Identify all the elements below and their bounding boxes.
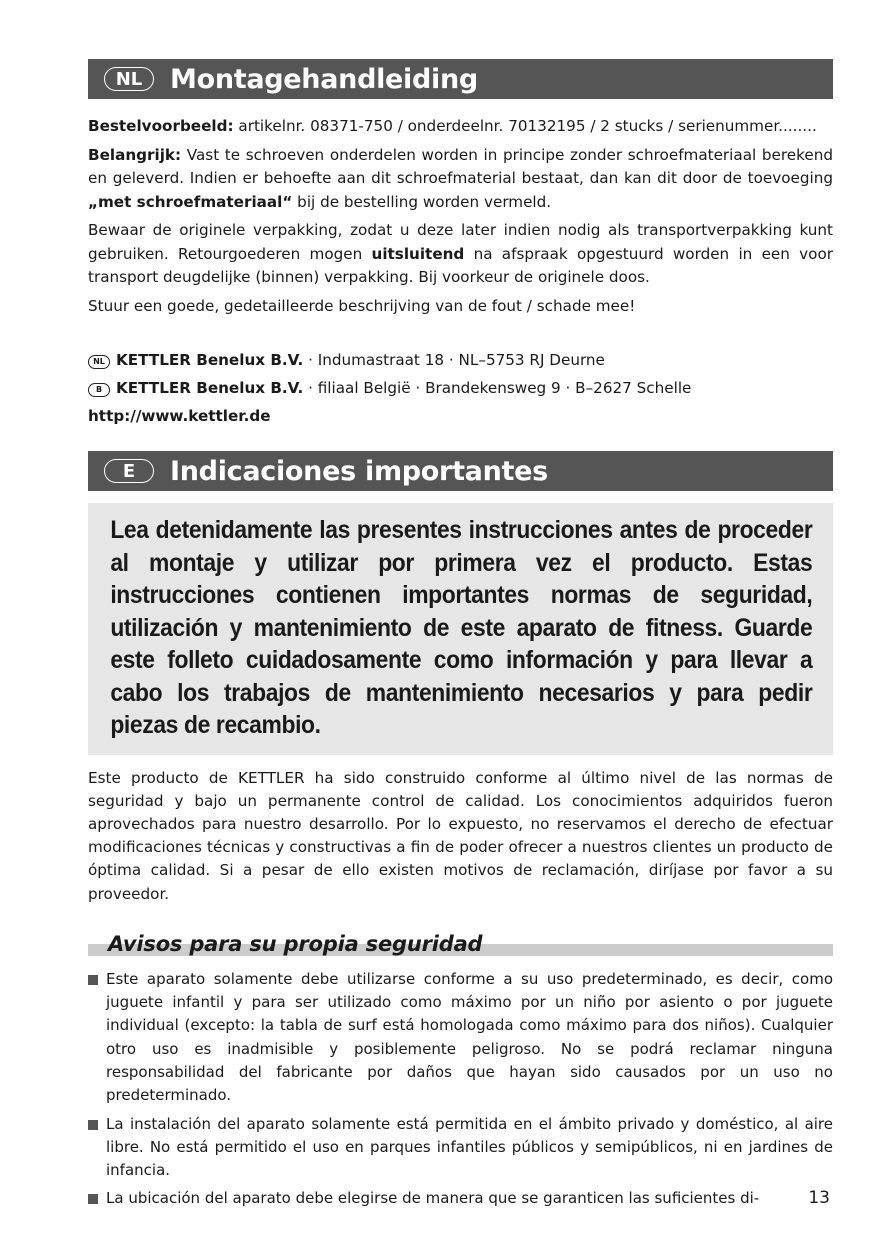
- list-item: [88, 968, 833, 1108]
- contact-block: [88, 346, 833, 430]
- nl-body: [88, 115, 833, 318]
- important-label: Belangrijk:: [88, 145, 182, 164]
- order-label: Bestelvoorbeeld:: [88, 117, 234, 135]
- order-text: artikelnr. 08371-750 / onderdeelnr. 70132195 / 2 stucks / serienummer........: [233, 117, 817, 135]
- important-note: [88, 144, 833, 215]
- list-item-text: La instalación del aparato solamente está permitida en el ámbito privado y doméstico, al aire libre. No está permitido el uso en parques infantiles públicos y semipúblicos, ni en jardines de infancia.: [106, 1114, 833, 1180]
- es-intro-paragraph: Este producto de KETTLER ha sido construido conforme al último nivel de las normas de seguridad y bajo un permanente control de calidad. Los conocimientos adquiridos fueron aprovechados para nuestro desarrollo. Por lo expuesto, no reservamos el derecho de efectuar modificaciones técnicas y constructivas a fin de poder ofrecer a nuestros clientes un producto de óptima calidad. Si a pesar de ello existen motivos de reclamación, diríjase por favor a su proveedor.: [88, 768, 833, 903]
- contact-details: · filiaal België · Brandekensweg 9 · B–2627 Schelle: [303, 379, 692, 397]
- contact-line-b: [88, 374, 833, 402]
- square-bullet-icon: [88, 1120, 98, 1130]
- es-language-badge: E: [104, 459, 154, 483]
- order-example: [88, 115, 833, 139]
- subheading-text: Avisos para su propia seguridad: [108, 931, 483, 956]
- square-bullet-icon: [88, 975, 98, 985]
- nl-mini-badge: NL: [88, 355, 110, 369]
- nl-section-header: [88, 59, 833, 99]
- es-section-header: [88, 451, 833, 491]
- nl-language-badge: NL: [104, 67, 154, 91]
- website-url[interactable]: http://www.kettler.de: [88, 407, 271, 425]
- packaging-text-end: na afspraak opgestuurd worden in een voor transport deugdelijke (binnen) verpakking. Bij voorkeur de originele doos.: [88, 244, 833, 286]
- safety-notice-text: Lea detenidamente las presentes instrucciones antes de proceder al montaje y utilizar por primera vez el producto. Estas instrucciones contienen importantes normas de seguridad, utilización y mantenimiento de este aparato de fitness. Guarde este folleto cuidadosamente como información y para llevar a cabo los trabajos de mantenimiento necesarios y para pedir piezas de recambio.: [110, 517, 813, 739]
- page-number: 13: [808, 1188, 830, 1208]
- contact-company: KETTLER Benelux B.V.: [116, 351, 304, 369]
- packaging-note: [88, 219, 833, 290]
- list-item: [88, 1113, 833, 1183]
- packaging-text: Bewaar de originele verpakking, zodat u deze later indien nodig als transportverpakking kunt gebruiken. Retourgoederen mogen: [88, 221, 833, 263]
- packaging-bold: uitsluitend: [371, 244, 465, 263]
- nl-section-title: Montagehandleiding: [170, 63, 478, 95]
- list-item-text: Este aparato solamente debe utilizarse conforme a su uso predeterminado, es decir, como juguete infantil y para ser utilizado como máximo por un niño por asiento o por juguete individual (excepto: la tabla de surf está homologada como máximo para dos niños). Cualquier otro uso es inadmisible y posiblemente peligroso. No se podrá reclamar ninguna responsabilidad del fabricante por daños que hayan sido causados por un uso no predeterminado.: [106, 969, 833, 1105]
- safety-subheading: [88, 928, 833, 960]
- contact-line-nl: [88, 346, 833, 374]
- safety-notice-box: [88, 503, 833, 755]
- manual-page: [88, 59, 833, 1216]
- list-item-text: La ubicación del aparato debe elegirse de manera que se garanticen las suficientes di-: [106, 1189, 760, 1208]
- important-text: Vast te schroeven onderdelen worden in principe zonder schroefmateriaal berekend en geleverd. Indien er behoefte aan dit schroefmaterial bestaat, dan kan dit door de toevoeging: [88, 145, 833, 187]
- safety-bullet-list: [88, 968, 833, 1211]
- contact-company: KETTLER Benelux B.V.: [116, 379, 304, 397]
- important-bold: „met schroefmateriaal“: [88, 192, 293, 211]
- square-bullet-icon: [88, 1194, 98, 1204]
- list-item: [88, 1187, 833, 1210]
- contact-details: · Indumastraat 18 · NL–5753 RJ Deurne: [303, 351, 605, 369]
- b-mini-badge: B: [88, 383, 110, 397]
- send-note: Stuur een goede, gedetailleerde beschrijving van de fout / schade mee!: [88, 296, 636, 315]
- es-section-title: Indicaciones importantes: [170, 455, 548, 487]
- important-text-end: bij de bestelling worden vermeld.: [292, 192, 552, 211]
